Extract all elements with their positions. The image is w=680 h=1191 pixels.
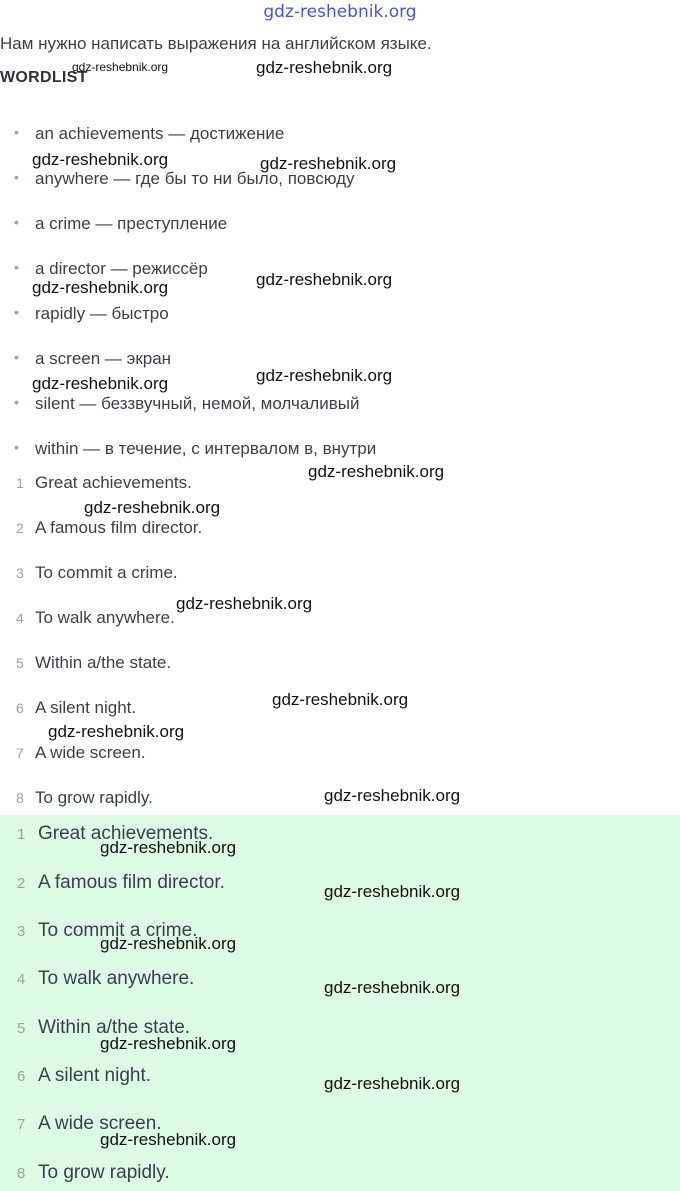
answer-number: 3: [17, 923, 26, 940]
watermark: gdz-reshebnik.org: [32, 150, 169, 169]
answer-text: To commit a crime.: [35, 563, 178, 582]
answer-text: To commit a crime.: [38, 920, 198, 941]
answer-number: 6: [16, 700, 24, 716]
watermark: gdz-reshebnik.org: [100, 934, 237, 953]
bullet-icon: •: [14, 214, 19, 230]
wordlist-title: WORDLIST: [0, 69, 88, 86]
watermark: gdz-reshebnik.org: [324, 1074, 461, 1093]
answer-number: 6: [17, 1068, 26, 1085]
answer-number: 4: [16, 610, 24, 626]
answer-text: To walk anywhere.: [38, 968, 195, 989]
watermark: gdz-reshebnik.org: [32, 278, 169, 297]
answer-number: 7: [17, 1116, 26, 1133]
wordlist-item: rapidly — быстро: [35, 304, 169, 323]
watermark: gdz-reshebnik.org: [272, 690, 409, 709]
bullet-icon: •: [14, 394, 19, 410]
bullet-icon: •: [14, 349, 19, 365]
answer-text: Great achievements.: [38, 823, 214, 844]
watermark: gdz-reshebnik.org: [308, 462, 445, 481]
answer-number: 1: [16, 475, 24, 491]
watermark: gdz-reshebnik.org: [256, 270, 393, 289]
watermark: gdz-reshebnik.org: [72, 60, 169, 74]
intro-text: Нам нужно написать выражения на английском языке.: [0, 34, 432, 53]
answer-number: 1: [17, 826, 26, 843]
wordlist-item: an achievements — достижение: [35, 124, 285, 143]
answer-text: A famous film director.: [38, 872, 225, 893]
answer-text: To grow rapidly.: [35, 788, 153, 807]
answer-text: Great achievements.: [35, 473, 192, 492]
answer-number: 4: [17, 971, 26, 988]
watermark: gdz-reshebnik.org: [84, 498, 221, 517]
answer-number: 2: [17, 875, 26, 892]
wordlist-item: within — в течение, с интервалом в, внутри: [35, 439, 377, 458]
answer-text: A silent night.: [38, 1065, 152, 1086]
watermark: gdz-reshebnik.org: [100, 838, 237, 857]
answer-text: A wide screen.: [35, 743, 146, 762]
watermark: gdz-reshebnik.org: [324, 978, 461, 997]
bullet-icon: •: [14, 439, 19, 455]
watermark: gdz-reshebnik.org: [324, 882, 461, 901]
answer-text: A famous film director.: [35, 518, 203, 537]
answer-text: To grow rapidly.: [38, 1162, 170, 1183]
watermark: gdz-reshebnik.org: [48, 722, 185, 741]
bullet-icon: •: [14, 259, 19, 275]
watermark: gdz-reshebnik.org: [32, 374, 169, 393]
watermark: gdz-reshebnik.org: [256, 58, 393, 77]
answer-text: To walk anywhere.: [35, 608, 175, 627]
answer-number: 8: [16, 790, 24, 806]
answer-number: 8: [17, 1165, 26, 1182]
watermark: gdz-reshebnik.org: [176, 594, 313, 613]
answer-text: Within a/the state.: [35, 653, 172, 672]
answer-number: 5: [16, 655, 24, 671]
wordlist-item: a screen — экран: [35, 349, 172, 368]
bullet-icon: •: [14, 124, 19, 140]
answer-text: A silent night.: [35, 698, 137, 717]
answer-text: A wide screen.: [38, 1113, 162, 1134]
watermark: gdz-reshebnik.org: [324, 786, 461, 805]
wordlist-item: a crime — преступление: [35, 214, 228, 233]
bullet-icon: •: [14, 304, 19, 320]
answer-number: 3: [16, 565, 24, 581]
answer-text: Within a/the state.: [38, 1017, 191, 1038]
bullet-icon: •: [14, 169, 19, 185]
answer-number: 7: [16, 745, 24, 761]
watermark: gdz-reshebnik.org: [100, 1034, 237, 1053]
wordlist-item: silent — беззвучный, немой, молчаливый: [35, 394, 360, 413]
wordlist-item: anywhere — где бы то ни было, повсюду: [35, 169, 355, 188]
watermark: gdz-reshebnik.org: [260, 154, 397, 173]
site-header-link[interactable]: gdz-reshebnik.org: [263, 2, 417, 22]
wordlist-item: a director — режиссёр: [35, 259, 208, 278]
watermark: gdz-reshebnik.org: [100, 1130, 237, 1149]
answer-number: 5: [17, 1020, 26, 1037]
watermark: gdz-reshebnik.org: [256, 366, 393, 385]
answer-number: 2: [16, 520, 24, 536]
